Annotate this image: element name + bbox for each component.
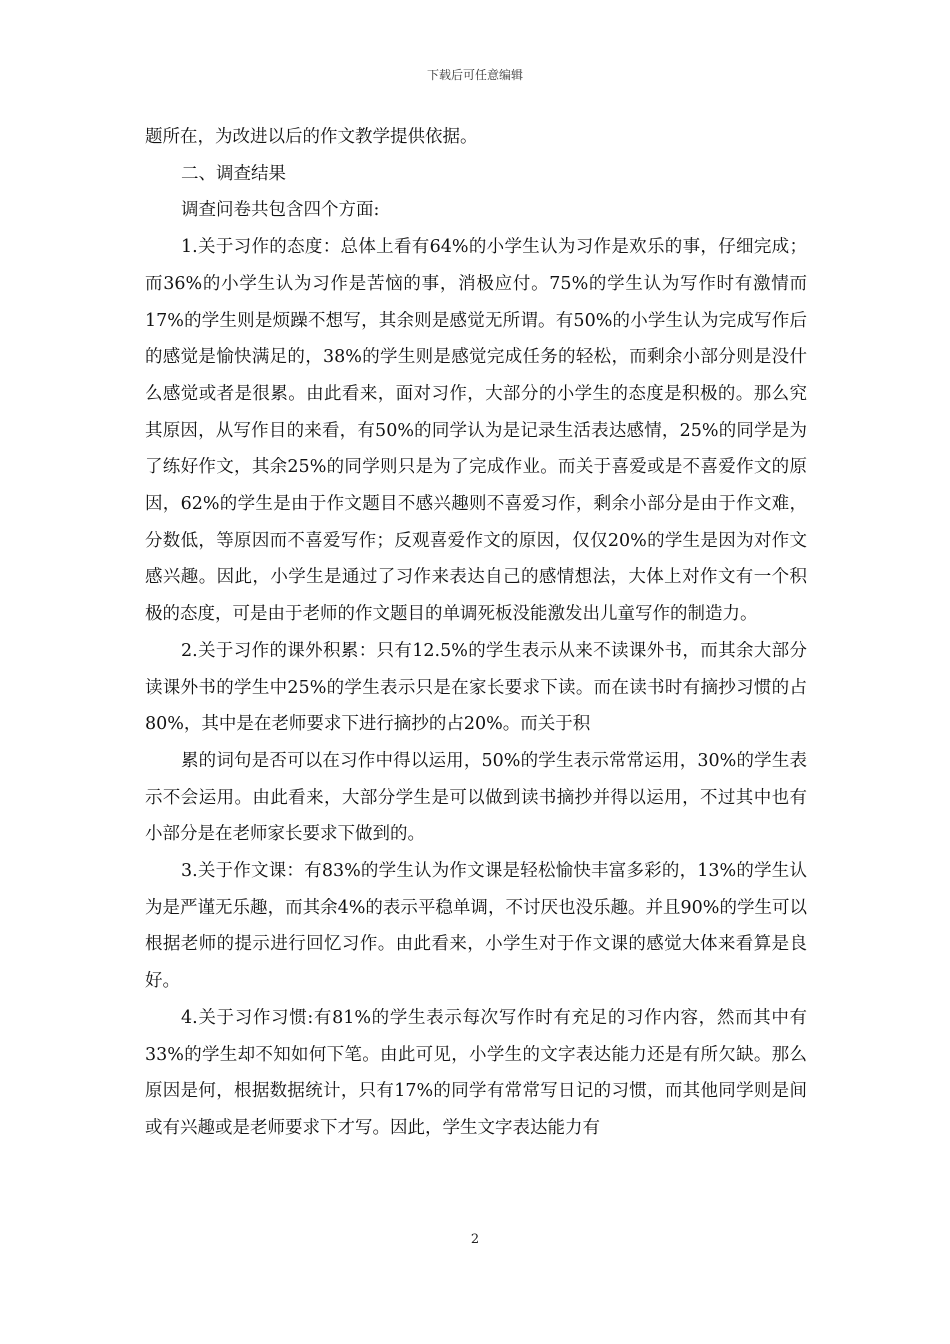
document-body	[145, 119, 807, 1147]
page-number: 2	[470, 1232, 480, 1247]
page-header: 下载后可任意编辑	[426, 68, 523, 82]
paragraph-continuation: 题所在，为改进以后的作文教学提供依据。	[145, 127, 478, 147]
section-heading-results: 二、调查结果	[181, 163, 286, 184]
paragraph-intro: 调查问卷共包含四个方面:	[181, 200, 380, 221]
paragraph-composition-class: 3.关于作文课：有83%的学生认为作文课是轻松愉快丰富多彩的，13%的学生认为是严谨无乐趣，而其余4%的表示平稳单调，不讨厌也没乐趣。并且90%的学生可以根据老师的提示进行回忆习作。由此看来，小学生对于作文课的感觉大体来看算是良好。	[145, 861, 807, 992]
paragraph-writing-habits: 4.关于习作习惯:有81%的学生表示每次写作时有充足的习作内容，然而其中有33%的学生却不知如何下笔。由此可见，小学生的文字表达能力还是有所欠缺。那么原因是何，根据数据统计，只有17%的同学有常常写日记的习惯，而其他同学则是间或有兴趣或是老师要求下才写。因此，学生文字表达能力有	[145, 1007, 807, 1138]
paragraph-extracurricular-continued: 累的词句是否可以在习作中得以运用，50%的学生表示常常运用，30%的学生表示不会运用。由此看来，大部分学生是可以做到读书摘抄并得以运用，不过其中也有小部分是在老师家长要求下做到的。	[145, 750, 807, 845]
paragraph-attitude: 1.关于习作的态度：总体上看有64%的小学生认为习作是欢乐的事，仔细完成；而36%的小学生认为习作是苦恼的事，消极应付。75%的学生认为写作时有激情而17%的学生则是烦躁不想写，其余则是感觉无所谓。有50%的小学生认为完成写作后的感觉是愉快满足的，38%的学生则是感觉完成任务的轻松，而剩余小部分则是没什么感觉或者是很累。由此看来，面对习作，大部分的小学生的态度是积极的。那么究其原因，从写作目的来看，有50%的同学认为是记录生活表达感情，25%的同学是为了练好作文，其余25%的同学则只是为了完成作业。而关于喜爱或是不喜爱作文的原因，62%的学生是由于作文题目不感兴趣则不喜爱习作，剩余小部分是由于作文难，分数低，等原因而不喜爱写作；反观喜爱作文的原因，仅仅20%的学生是因为对作文感兴趣。因此，小学生是通过了习作来表达自己的感情想法，大体上对作文有一个积极的态度，可是由于老师的作文题目的单调死板没能激发出儿童写作的制造力。	[145, 237, 807, 625]
paragraph-extracurricular: 2.关于习作的课外积累：只有12.5%的学生表示从来不读课外书，而其余大部分读课外书的学生中25%的学生表示只是在家长要求下读。而在读书时有摘抄习惯的占80%，其中是在老师要求下进行摘抄的占20%。而关于积	[145, 640, 807, 735]
